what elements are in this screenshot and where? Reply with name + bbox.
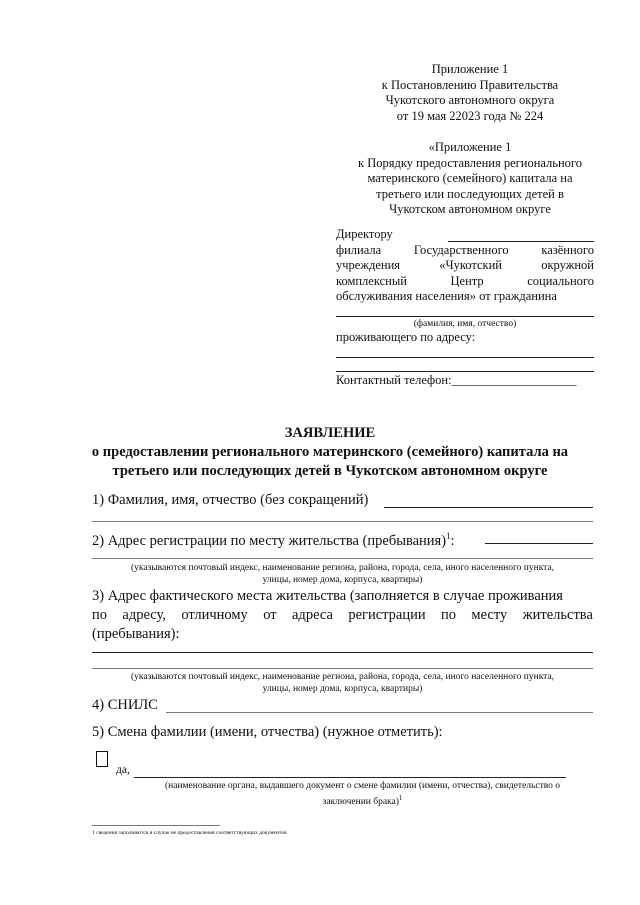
fio-caption: (фамилия, имя, отчество) bbox=[413, 319, 517, 329]
yes-checkbox[interactable] bbox=[96, 751, 108, 767]
organ-caption bbox=[130, 780, 595, 808]
field-1-line[interactable] bbox=[384, 507, 593, 508]
appendix2-line: к Порядку предоставления регионального bbox=[358, 155, 582, 170]
appendix2-line: третьего или последующих детей в bbox=[376, 186, 564, 201]
field-3-word: отличному bbox=[181, 607, 248, 623]
field-3-word: адреса bbox=[292, 607, 333, 623]
field-3-line-1[interactable] bbox=[92, 652, 593, 653]
footnote-mark: 1 bbox=[446, 531, 451, 541]
address-caption-line: (указываются почтовый индекс, наименование региона, района, города, села, иного населенного пункта, bbox=[130, 563, 555, 573]
field-3-word: по bbox=[441, 607, 457, 623]
fio-line bbox=[336, 316, 594, 317]
appendix-line: Чукотского автономного округа bbox=[385, 93, 555, 107]
addressee-word: Центр bbox=[450, 273, 484, 288]
field-2-line-2[interactable] bbox=[92, 558, 593, 559]
field-3-line-2[interactable] bbox=[92, 668, 593, 669]
appendix2-block bbox=[340, 140, 600, 218]
addressee-line: обслуживания населения» от гражданина bbox=[336, 289, 557, 303]
addressee-word: Государственного bbox=[413, 242, 509, 257]
organ-line[interactable] bbox=[134, 777, 566, 778]
residing-label: проживающего по адресу: bbox=[336, 330, 476, 344]
address-caption-line: улицы, номер дома, корпуса, квартиры) bbox=[262, 684, 423, 694]
addressee-row bbox=[336, 274, 594, 290]
field-2-label bbox=[92, 527, 455, 551]
title-block bbox=[60, 424, 600, 481]
appendix-line: Приложение 1 bbox=[431, 62, 509, 76]
footnote-text: 1 сведения заполняются в случае не предоставления соответствующих документов bbox=[92, 830, 287, 836]
appendix-line: от 19 мая 22023 года № 224 bbox=[396, 108, 544, 123]
address-caption bbox=[80, 562, 605, 586]
addressee-word: «Чукотский bbox=[439, 258, 502, 272]
field-3-word: месту bbox=[471, 607, 508, 623]
field-2-colon: : bbox=[450, 532, 455, 549]
addressee-director: Директору bbox=[336, 227, 393, 241]
phone-label: Контактный телефон:____________________ bbox=[336, 373, 577, 387]
address-caption-line: (указываются почтовый индекс, наименование региона, района, города, села, иного населенного пункта, bbox=[130, 672, 555, 682]
address-caption-2 bbox=[80, 671, 605, 695]
field-3-word: регистрации bbox=[348, 607, 426, 623]
field-1-label: 1) Фамилия, имя, отчество (без сокращений) bbox=[92, 492, 369, 508]
organ-caption-line: (наименование органа, выдавшего документ о смене фамилии (имени, отчества), свидетельство о bbox=[164, 781, 561, 791]
addressee-word: казённого bbox=[541, 242, 594, 257]
snils-line[interactable] bbox=[166, 712, 593, 713]
addressee-word: учреждения bbox=[336, 258, 401, 272]
field-3-word: по bbox=[92, 607, 108, 623]
yes-label: да, bbox=[116, 764, 130, 776]
appendix-line: к Постановлению Правительства bbox=[381, 77, 559, 92]
field-3-line: 3) Адрес фактического места жительства (заполняется в случае проживания bbox=[92, 588, 563, 604]
appendix-block bbox=[340, 62, 600, 124]
field-3-word: жительства bbox=[522, 607, 593, 623]
field-3-label bbox=[92, 587, 593, 644]
field-4-label: 4) СНИЛС bbox=[92, 697, 158, 713]
address-line-2 bbox=[336, 371, 594, 372]
address-line-1 bbox=[336, 357, 594, 358]
director-blank-line bbox=[448, 241, 594, 242]
field-2-text: 2) Адрес регистрации по месту жительства (пребывания) bbox=[92, 532, 447, 549]
appendix2-line: Чукотском автономном округе bbox=[389, 202, 551, 216]
field-1-line-2[interactable] bbox=[92, 521, 593, 522]
footnote-mark: 1 bbox=[398, 794, 403, 802]
field-3-line bbox=[92, 606, 593, 625]
addressee-row bbox=[336, 258, 594, 274]
page-title: ЗАЯВЛЕНИЕ bbox=[284, 425, 376, 441]
field-3-word: адресу, bbox=[122, 607, 166, 623]
page-subtitle: о предоставлении регионального материнского (семейного) капитала на bbox=[91, 444, 569, 460]
appendix2-line: «Приложение 1 bbox=[428, 140, 512, 154]
field-3-word: от bbox=[263, 607, 277, 623]
field-3-line: (пребывания): bbox=[92, 626, 180, 642]
footnote-separator bbox=[92, 825, 220, 826]
addressee-word: филиала bbox=[336, 242, 382, 257]
addressee-block bbox=[336, 227, 594, 305]
appendix2-line: материнского (семейного) капитала на bbox=[367, 171, 573, 185]
field-5-label: 5) Смена фамилии (имени, отчества) (нужное отметить): bbox=[92, 724, 443, 740]
addressee-row bbox=[336, 243, 594, 259]
addressee-word: социального bbox=[527, 273, 594, 288]
addressee-word: комплексный bbox=[336, 273, 407, 288]
field-2-line[interactable] bbox=[485, 543, 593, 544]
address-caption-line: улицы, номер дома, корпуса, квартиры) bbox=[262, 575, 423, 585]
page-subtitle: третьего или последующих детей в Чукотском автономном округе bbox=[112, 463, 548, 479]
organ-caption-line: заключении брака) bbox=[322, 797, 399, 808]
addressee-word: окружной bbox=[541, 258, 594, 272]
